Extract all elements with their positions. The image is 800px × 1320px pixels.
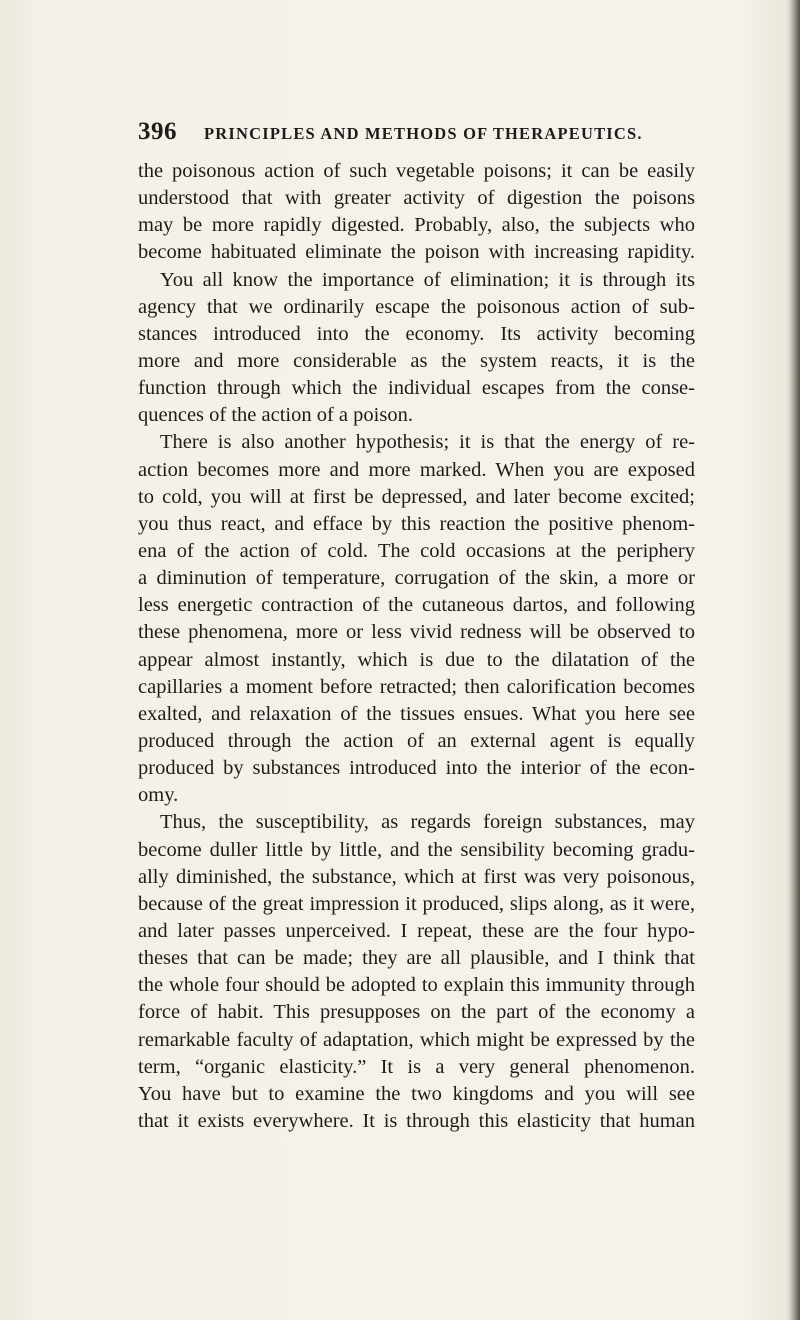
text-line: less energetic contraction of the cutaneous dartos, and following — [138, 594, 695, 617]
text-line: and later passes unperceived. I repeat, these are the four hypo- — [138, 919, 695, 942]
text-line: these phenomena, more or less vivid redness will be observed to — [138, 621, 695, 644]
text-line: term, “organic elasticity.” It is a very general phenomenon. — [138, 1055, 695, 1078]
text-line: force of habit. This presupposes on the part of the economy a — [138, 1001, 695, 1024]
text-line: more and more considerable as the system reacts, it is the — [138, 349, 695, 372]
text-line: quences of the action of a poison. — [138, 404, 413, 427]
text-line: the whole four should be adopted to explain this immunity through — [138, 974, 695, 997]
text-line: produced through the action of an external agent is equally — [138, 729, 695, 752]
text-line: you thus react, and efface by this reaction the positive phenom- — [138, 512, 695, 535]
text-line: ally diminished, the substance, which at first was very poisonous, — [138, 865, 695, 888]
page-number: 396 — [138, 118, 177, 145]
text-line: exalted, and relaxation of the tissues ensues. What you here see — [138, 702, 695, 725]
text-line: agency that we ordinarily escape the poisonous action of sub- — [138, 295, 695, 318]
text-line: action becomes more and more marked. When you are exposed — [138, 458, 695, 481]
page-header — [138, 118, 698, 144]
text-line: the poisonous action of such vegetable poisons; it can be easily — [138, 160, 695, 182]
text-line: to cold, you will at first be depressed, and later become excited; — [138, 485, 695, 508]
text-line: appear almost instantly, which is due to the dilatation of the — [138, 648, 695, 671]
text-line: ena of the action of cold. The cold occasions at the periphery — [138, 539, 695, 562]
text-line: a diminution of temperature, corrugation of the skin, a more or — [138, 567, 695, 590]
text-line: function through which the individual escapes from the conse- — [138, 377, 695, 400]
text-line: theses that can be made; they are all plausible, and I think that — [138, 947, 695, 970]
text-line: You have but to examine the two kingdoms and you will see — [138, 1082, 695, 1105]
text-line: become duller little by little, and the sensibility becoming gradu- — [138, 838, 695, 861]
text-line: produced by substances introduced into the interior of the econ- — [138, 757, 695, 780]
text-line: omy. — [138, 784, 179, 807]
text-line: because of the great impression it produced, slips along, as it were, — [138, 892, 695, 915]
text-line: understood that with greater activity of digestion the poisons — [138, 187, 695, 210]
text-line: There is also another hypothesis; it is that the energy of re- — [160, 431, 695, 454]
text-line: capillaries a moment before retracted; then calorification becomes — [138, 675, 695, 698]
text-line: Thus, the susceptibility, as regards foreign substances, may — [160, 811, 695, 834]
text-line: remarkable faculty of adaptation, which might be expressed by the — [138, 1028, 695, 1051]
text-line: become habituated eliminate the poison with increasing rapidity. — [138, 241, 695, 264]
text-line: that it exists everywhere. It is through this elasticity that human — [138, 1109, 695, 1132]
text-line: You all know the importance of elimination; it is through its — [160, 268, 695, 291]
text-line: may be more rapidly digested. Probably, also, the subjects who — [138, 214, 695, 237]
text-line: stances introduced into the economy. Its activity becoming — [138, 322, 695, 345]
page-edge-shadow — [786, 0, 800, 1320]
body-text — [138, 158, 695, 1135]
running-title: PRINCIPLES AND METHODS OF THERAPEUTICS. — [204, 124, 643, 143]
